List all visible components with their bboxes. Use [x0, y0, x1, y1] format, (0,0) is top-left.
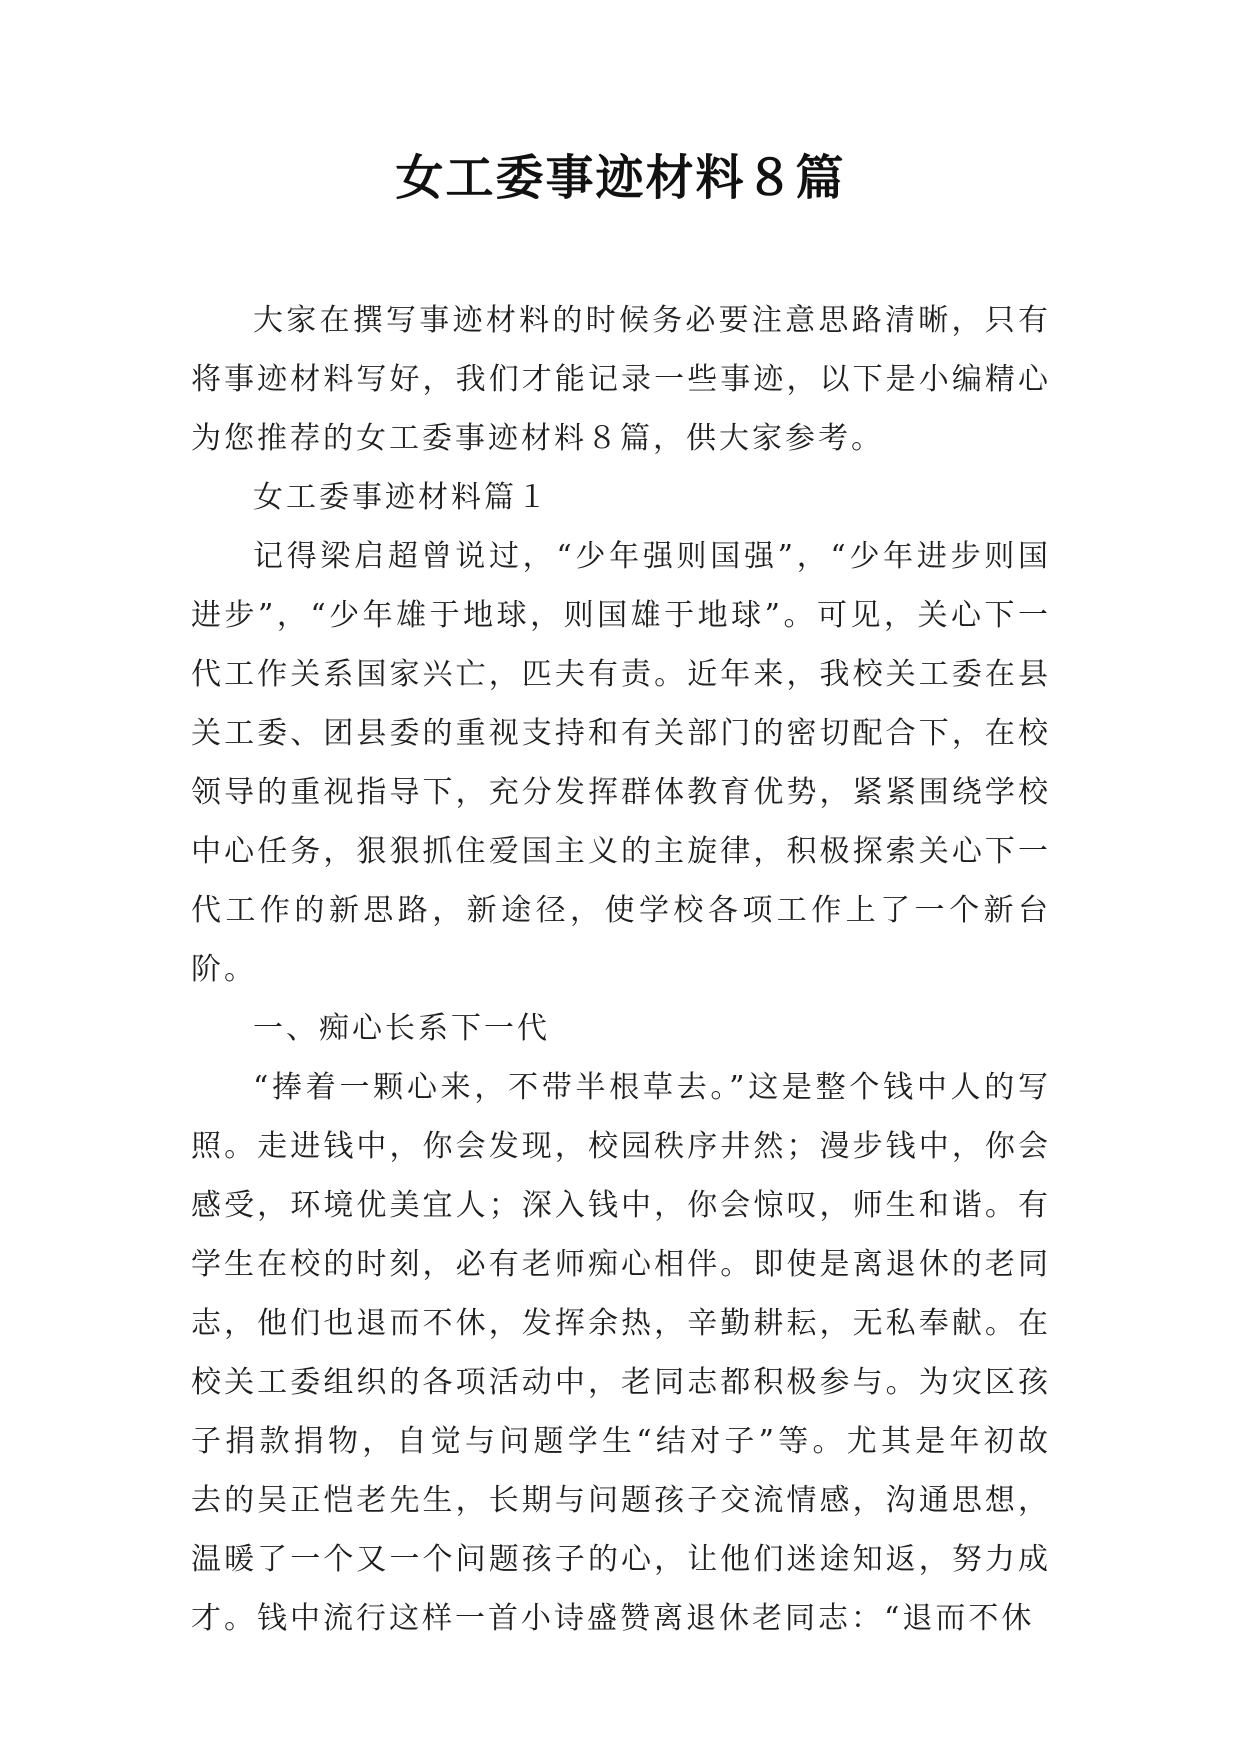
- body-paragraph: 记得梁启超曾说过，“少年强则国强”，“少年进步则国进步”，“少年雄于地球，则国雄于地球”。可见，关心下一代工作关系国家兴亡，匹夫有责。近年来，我校关工委在县关工委、团县委的重视支持和有关部门的密切配合下，在校领导的重视指导下，充分发挥群体教育优势，紧紧围绕学校中心任务，狠狠抓住爱国主义的主旋律，积极探索关心下一代工作的新思路，新途径，使学校各项工作上了一个新台阶。: [191, 539, 1051, 987]
- body-paragraph: “捧着一颗心来，不带半根草去。”这是整个钱中人的写照。走进钱中，你会发现，校园秩序井然；漫步钱中，你会感受，环境优美宜人；深入钱中，你会惊叹，师生和谐。有学生在校的时刻，必有老师痴心相伴。即使是离退休的老同志，他们也退而不休，发挥余热，辛勤耕耘，无私奉献。在校关工委组织的各项活动中，老同志都积极参与。为灾区孩子捐款捐物，自觉与问题学生“结对子”等。尤其是年初故去的吴正恺老先生，长期与问题孩子交流情感，沟通思想，温暖了一个又一个问题孩子的心，让他们迷途知返，努力成才。钱中流行这样一首小诗盛赞离退休老同志：“退而不休: [191, 1070, 1051, 1636]
- document-title: 女工委事迹材料８篇: [395, 150, 846, 206]
- subsection-heading: 一、痴心长系下一代: [253, 1011, 550, 1046]
- document-body: [191, 291, 1051, 1648]
- section-heading-article-1: 女工委事迹材料篇１: [253, 480, 550, 515]
- intro-paragraph: 大家在撰写事迹材料的时候务必要注意思路清晰，只有将事迹材料写好，我们才能记录一些事迹，以下是小编精心为您推荐的女工委事迹材料８篇，供大家参考。: [191, 303, 1051, 456]
